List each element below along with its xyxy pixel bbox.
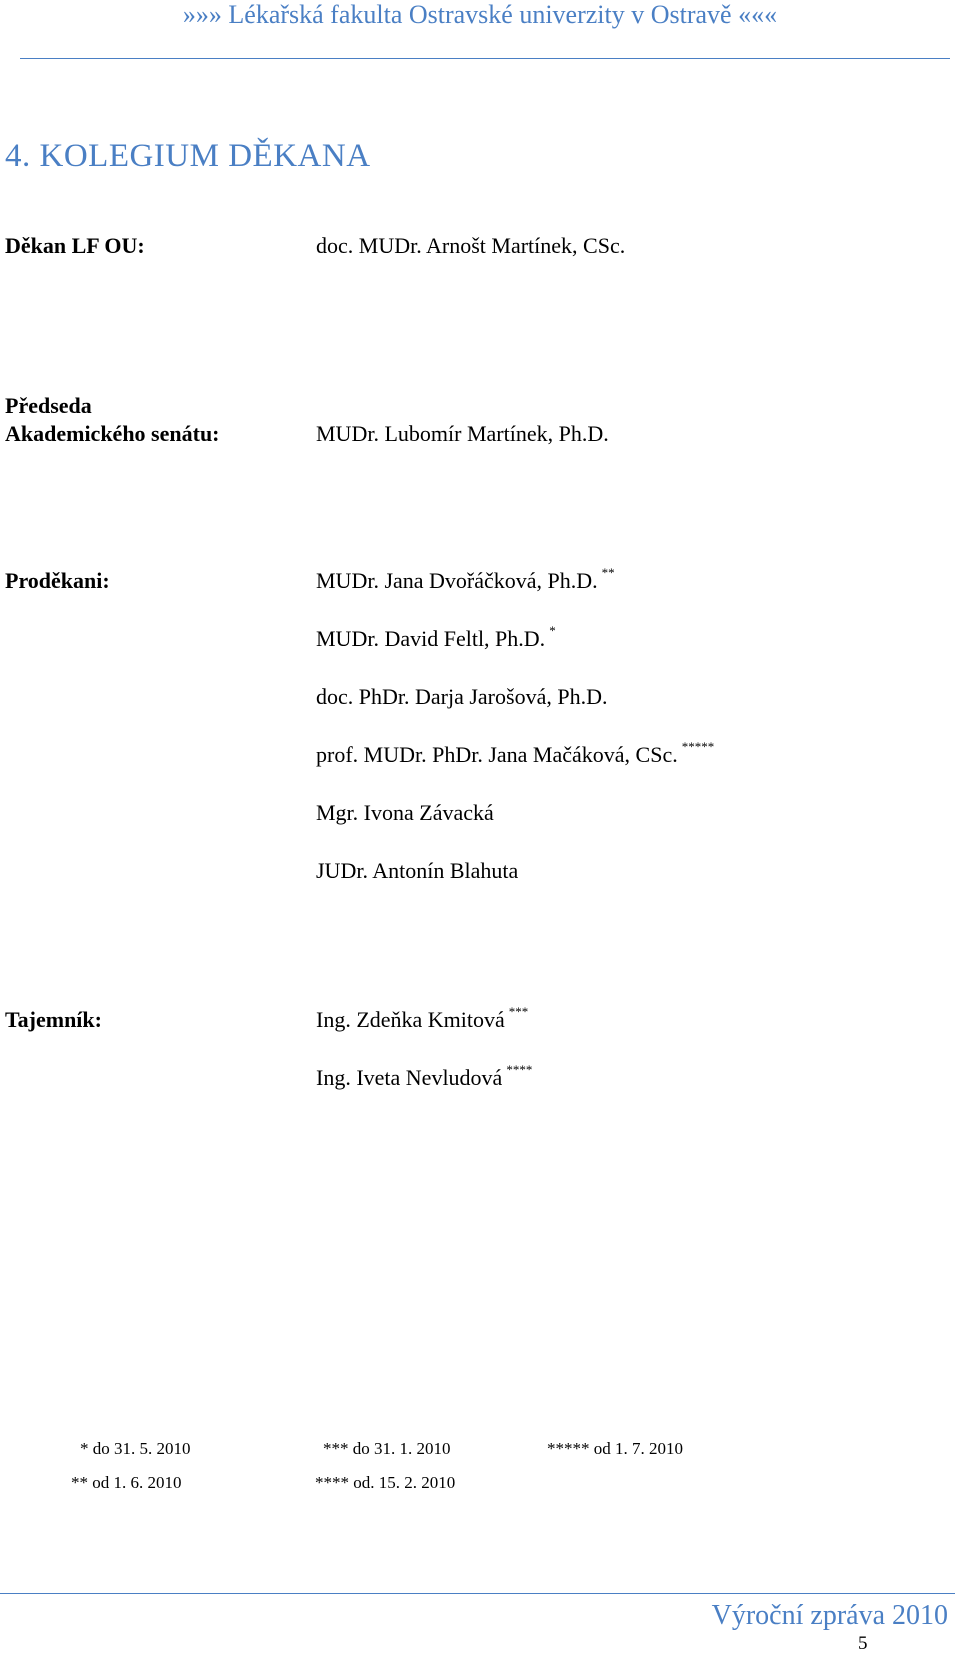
secretary-label: Tajemník:: [5, 1007, 102, 1032]
secretary-name: Ing. Zdeňka Kmitová: [316, 1007, 505, 1032]
vice-dean-item: [316, 567, 615, 595]
vice-dean-item: [316, 857, 518, 885]
vice-deans-label: Proděkani:: [5, 568, 110, 593]
vice-dean-item: [316, 625, 556, 653]
vice-dean-item: [316, 799, 494, 827]
footer-rule: [0, 1593, 955, 1594]
vice-dean-name: MUDr. Jana Dvořáčková, Ph.D.: [316, 568, 598, 593]
vice-dean-name: JUDr. Antonín Blahuta: [316, 858, 519, 883]
senate-chair-name: MUDr. Lubomír Martínek, Ph.D.: [316, 421, 609, 446]
dean-label: Děkan LF OU:: [5, 233, 145, 258]
secretary-item: [316, 1064, 532, 1092]
senate-label-line2: Akademického senátu:: [5, 421, 220, 446]
footnote: ** od 1. 6. 2010: [71, 1473, 182, 1492]
footnote: * do 31. 5. 2010: [80, 1439, 191, 1458]
footnote-mark: **: [601, 565, 615, 580]
senate-label-line1: Předseda: [5, 393, 92, 418]
footnote: **** od. 15. 2. 2010: [315, 1473, 456, 1492]
footnote: *** do 31. 1. 2010: [323, 1439, 451, 1458]
vice-dean-name: doc. PhDr. Darja Jarošová, Ph.D.: [316, 684, 608, 709]
dean-name: doc. MUDr. Arnošt Martínek, CSc.: [316, 233, 626, 258]
footnote-mark: ****: [506, 1062, 533, 1077]
footnote: ***** od 1. 7. 2010: [547, 1439, 683, 1458]
vice-dean-name: Mgr. Ivona Závacká: [316, 800, 494, 825]
page-number: 5: [858, 1633, 868, 1654]
footnote-mark: *: [549, 623, 556, 638]
header-title: »»» Lékařská fakulta Ostravské univerzity v Ostravě «««: [182, 0, 778, 29]
footer-title: Výroční zpráva 2010: [711, 1600, 948, 1631]
footnote-mark: *****: [681, 739, 715, 754]
vice-dean-item: [316, 683, 607, 711]
section-title: 4. KOLEGIUM DĚKANA: [5, 138, 371, 174]
vice-dean-item: [316, 741, 714, 769]
secretary-name: Ing. Iveta Nevludová: [316, 1065, 503, 1090]
header-rule: [20, 58, 950, 59]
vice-dean-name: MUDr. David Feltl, Ph.D.: [316, 626, 546, 651]
footnote-mark: ***: [508, 1004, 529, 1019]
vice-dean-name: prof. MUDr. PhDr. Jana Mačáková, CSc.: [316, 742, 678, 767]
secretary-item: [316, 1006, 528, 1034]
